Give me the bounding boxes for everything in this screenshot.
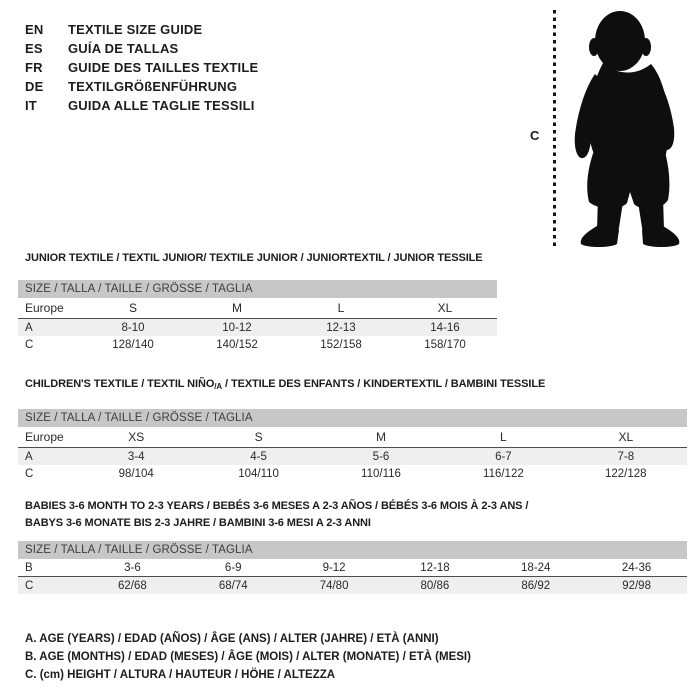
- cell: 98/104: [118, 467, 154, 480]
- cell: 92/98: [622, 579, 651, 592]
- junior-size-table: [18, 280, 497, 353]
- language-row-en: [25, 20, 258, 39]
- cell: 3-4: [127, 450, 145, 463]
- footnote-legend: [25, 630, 471, 684]
- language-row-de: [25, 77, 258, 96]
- section-title: [25, 377, 687, 394]
- cell: 9-12: [322, 561, 346, 574]
- cell: 80/86: [420, 579, 450, 592]
- col-header: L: [337, 301, 345, 315]
- footnote-c: C. (cm) HEIGHT / ALTURA / HAUTEUR / HÖHE / ALTEZZA: [25, 669, 336, 681]
- col-header: S: [128, 301, 137, 315]
- title-line-1: BABIES 3-6 MONTH TO 2-3 YEARS / BEBÉS 3-6 MESES A 2-3 AÑOS / BÉBÉS 3-6 MOIS À 2-3 ANS /: [25, 500, 529, 512]
- table-header-row: [18, 298, 497, 318]
- language-label: GUIDE DES TAILLES TEXTILE: [68, 60, 259, 75]
- cell: 68/74: [218, 579, 248, 592]
- language-code: EN: [25, 22, 44, 37]
- cell: 62/68: [118, 579, 147, 592]
- cell: 110/116: [361, 467, 401, 480]
- cell: 12-13: [326, 321, 356, 334]
- cell: 7-8: [617, 450, 635, 463]
- col-header: L: [500, 430, 507, 444]
- table-row-height: [18, 576, 687, 594]
- height-measure-label: C: [530, 128, 540, 143]
- section-title: JUNIOR TEXTILE / TEXTIL JUNIOR/ TEXTILE JUNIOR / JUNIORTEXTIL / JUNIOR TESSILE: [25, 252, 483, 264]
- size-bar: SIZE / TALLA / TAILLE / GRÖSSE / TAGLIA: [18, 409, 687, 427]
- language-row-it: [25, 96, 258, 115]
- row-label: C: [25, 467, 34, 480]
- toddler-silhouette-icon: [570, 8, 700, 248]
- cell: 4-5: [250, 450, 267, 463]
- cell: 18-24: [521, 561, 551, 574]
- language-label: GUIDA ALLE TAGLIE TESSILI: [68, 98, 255, 113]
- cell: 10-12: [222, 321, 252, 334]
- row-label: C: [25, 338, 34, 351]
- language-label: TEXTILGRÖßENFÜHRUNG: [68, 79, 238, 94]
- cell: 12-18: [420, 561, 450, 574]
- cell: 5-6: [372, 450, 390, 463]
- title-subscript: /A: [214, 382, 223, 391]
- size-bar: SIZE / TALLA / TAILLE / GRÖSSE / TAGLIA: [18, 541, 687, 559]
- babies-size-table: [18, 541, 687, 594]
- cell: 6-9: [224, 561, 242, 574]
- language-list: [25, 20, 258, 115]
- col-header: XL: [618, 430, 634, 444]
- size-bar: SIZE / TALLA / TAILLE / GRÖSSE / TAGLIA: [18, 280, 497, 298]
- cell: 116/122: [483, 467, 524, 480]
- row-label: A: [25, 450, 33, 463]
- region-label: Europe: [25, 301, 64, 315]
- col-header: XS: [128, 430, 145, 444]
- language-code: DE: [25, 79, 44, 94]
- language-row-fr: [25, 58, 258, 77]
- cell: 6-7: [495, 450, 512, 463]
- table-header-row: [18, 427, 687, 447]
- table-row-height: [18, 336, 497, 353]
- cell: 152/158: [320, 338, 362, 351]
- language-label: TEXTILE SIZE GUIDE: [68, 22, 203, 37]
- table-row-height: [18, 465, 687, 482]
- language-code: IT: [25, 98, 37, 113]
- height-dashed-line-icon: [553, 10, 556, 246]
- col-header: M: [375, 430, 386, 444]
- cell: 128/140: [112, 338, 154, 351]
- cell: 86/92: [521, 579, 551, 592]
- col-header: S: [254, 430, 263, 444]
- section-babies: [18, 498, 687, 594]
- table-row-age: [18, 318, 497, 336]
- table-row-age-months: [18, 559, 687, 576]
- language-label: GUÍA DE TALLAS: [68, 41, 179, 56]
- cell: 140/152: [216, 338, 258, 351]
- row-label: C: [25, 579, 34, 592]
- cell: 74/80: [319, 579, 349, 592]
- cell: 3-6: [124, 561, 141, 574]
- height-figure: [528, 6, 700, 250]
- footnote-b: B. AGE (MONTHS) / EDAD (MESES) / ÂGE (MOIS) / ALTER (MONATE) / ETÀ (MESI): [25, 651, 471, 663]
- row-label: B: [25, 561, 33, 574]
- language-code: ES: [25, 41, 43, 56]
- title-part: CHILDREN'S TEXTILE / TEXTIL NIÑO: [25, 378, 215, 390]
- title-line-2: BABYS 3-6 MONATE BIS 2-3 JAHRE / BAMBINI 3-6 MESI A 2-3 ANNI: [25, 517, 371, 529]
- section-title: [25, 498, 687, 532]
- row-label: A: [25, 321, 33, 334]
- cell: 122/128: [605, 467, 647, 480]
- language-row-es: [25, 39, 258, 58]
- footnote-a: A. AGE (YEARS) / EDAD (AÑOS) / ÂGE (ANS) / ALTER (JAHRE) / ETÀ (ANNI): [25, 633, 439, 645]
- children-size-table: [18, 409, 687, 482]
- section-junior: [18, 251, 687, 353]
- cell: 158/170: [424, 338, 466, 351]
- title-part: / TEXTILE DES ENFANTS / KINDERTEXTIL / BAMBINI TESSILE: [222, 378, 546, 390]
- cell: 8-10: [121, 321, 145, 334]
- cell: 14-16: [430, 321, 460, 334]
- section-children: [18, 377, 687, 482]
- col-header: XL: [437, 301, 453, 315]
- cell: 104/110: [238, 467, 279, 480]
- table-row-age: [18, 447, 687, 465]
- language-code: FR: [25, 60, 43, 75]
- region-label: Europe: [25, 430, 64, 444]
- col-header: M: [232, 301, 242, 315]
- cell: 24-36: [621, 561, 652, 574]
